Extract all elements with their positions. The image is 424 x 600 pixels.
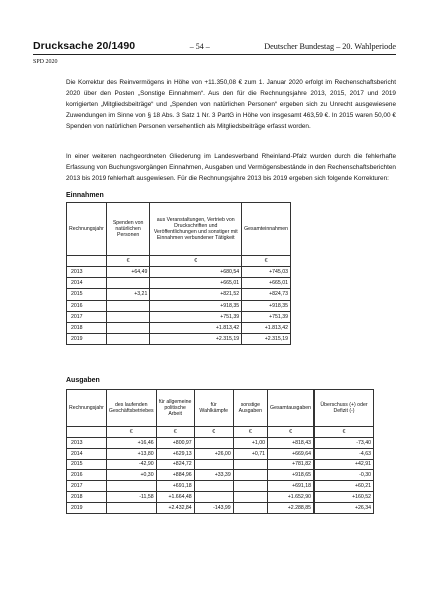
value-cell — [106, 481, 156, 492]
balance-row — [315, 438, 374, 449]
currency-cell: € — [268, 427, 314, 438]
value-cell: +33,39 — [194, 470, 233, 481]
year-cell: 2015 — [67, 459, 107, 470]
balance-row — [315, 448, 374, 459]
col-header-political-work: für allgemeine politische Arbeit — [156, 390, 194, 427]
value-cell: +160,52 — [315, 491, 374, 502]
value-cell: +1,00 — [233, 438, 267, 449]
balance-row — [315, 481, 374, 492]
balance-row — [315, 470, 374, 481]
col-header-donations: Spenden von natürlichen Personen — [106, 203, 149, 256]
col-header-other-expenses: sonstige Ausgaben — [233, 390, 267, 427]
year-cell: 2016 — [67, 300, 107, 311]
page-header — [33, 40, 396, 54]
value-cell: +680,54 — [150, 267, 242, 278]
expenses-row — [67, 491, 314, 502]
value-cell: +1.813,42 — [242, 322, 291, 333]
value-cell: +60,21 — [315, 481, 374, 492]
value-cell: +781,82 — [268, 459, 314, 470]
income-row — [67, 311, 291, 322]
value-cell: -0,30 — [315, 470, 374, 481]
value-cell: +691,18 — [156, 481, 194, 492]
value-cell — [194, 459, 233, 470]
document-number: Drucksache 20/1490 — [33, 40, 136, 52]
value-cell: +629,13 — [156, 448, 194, 459]
col-header-campaigns: für Wahlkämpfe — [194, 390, 233, 427]
value-cell: +751,39 — [150, 311, 242, 322]
currency-cell — [67, 427, 107, 438]
expenses-row — [67, 448, 314, 459]
value-cell: +665,01 — [242, 278, 291, 289]
balance-table — [314, 389, 374, 514]
expenses-row — [67, 438, 314, 449]
value-cell: +691,18 — [268, 481, 314, 492]
year-cell: 2014 — [67, 448, 107, 459]
value-cell: +0,30 — [106, 470, 156, 481]
value-cell — [233, 491, 267, 502]
value-cell — [106, 311, 149, 322]
year-cell: 2019 — [67, 502, 107, 513]
paragraph-rhineland: In einer weiteren nachgeordneten Gliederung im Landesverband Rheinland-Pfalz wurden durch die fehlerhafte Erfassung von Buchungsvorgängen Einnahmen, Ausgaben und Vermögensbestände in den Rechenschaftsberichten 2013 bis 2019 fehlerhaft ausgewiesen. Für die Rechnungsjahre 2013 bis 2019 ergeben sich folgende Korrekturen: — [66, 153, 396, 182]
income-row — [67, 267, 291, 278]
value-cell: -4,63 — [315, 448, 374, 459]
balance-row — [315, 459, 374, 470]
year-cell: 2016 — [67, 470, 107, 481]
col-header-year: Rechnungsjahr — [67, 390, 107, 427]
value-cell: +1.652,90 — [268, 491, 314, 502]
value-cell — [194, 481, 233, 492]
expenses-table — [66, 389, 314, 514]
value-cell: +800,97 — [156, 438, 194, 449]
value-cell: +918,35 — [242, 300, 291, 311]
col-header-total-expenses: Gesamtausgaben — [268, 390, 314, 427]
income-row — [67, 278, 291, 289]
currency-cell: € — [106, 427, 156, 438]
currency-cell: € — [106, 256, 149, 267]
currency-cell: € — [242, 256, 291, 267]
value-cell: +16,46 — [106, 438, 156, 449]
value-cell — [194, 438, 233, 449]
expenses-header-row — [67, 390, 314, 427]
col-header-operations: des laufenden Geschäftsbetriebes — [106, 390, 156, 427]
value-cell — [106, 300, 149, 311]
value-cell: +26,34 — [315, 502, 374, 513]
income-row — [67, 300, 291, 311]
currency-cell: € — [156, 427, 194, 438]
year-cell: 2013 — [67, 438, 107, 449]
value-cell: +2.432,84 — [156, 502, 194, 513]
balance-row — [315, 502, 374, 513]
value-cell: +824,73 — [242, 289, 291, 300]
page-number: – 54 – — [189, 42, 210, 51]
income-table — [66, 202, 291, 345]
currency-cell — [67, 256, 107, 267]
income-row — [67, 322, 291, 333]
value-cell: +918,65 — [268, 470, 314, 481]
value-cell: -11,58 — [106, 491, 156, 502]
value-cell: -73,40 — [315, 438, 374, 449]
value-cell: +0,71 — [233, 448, 267, 459]
parliament-period: Deutscher Bundestag – 20. Wahlperiode — [264, 42, 396, 51]
value-cell: +669,64 — [268, 448, 314, 459]
value-cell: +42,91 — [315, 459, 374, 470]
value-cell — [106, 278, 149, 289]
col-header-events: aus Veranstaltungen, Vertrieb von Druckschriften und Veröffentlichungen und sonstiger mit Einnahmen verbundener Tätigkeit — [150, 203, 242, 256]
value-cell: +2.315,19 — [150, 334, 242, 345]
year-cell: 2014 — [67, 278, 107, 289]
income-header-row — [67, 203, 291, 256]
value-cell: +665,01 — [150, 278, 242, 289]
value-cell — [233, 470, 267, 481]
currency-cell: € — [315, 427, 374, 438]
value-cell: +821,52 — [150, 289, 242, 300]
value-cell — [194, 491, 233, 502]
balance-header-row — [315, 390, 374, 427]
year-cell: 2018 — [67, 491, 107, 502]
section-label: SPD 2020 — [33, 59, 58, 65]
value-cell — [106, 322, 149, 333]
value-cell — [106, 334, 149, 345]
col-header-total-income: Gesamteinnahmen — [242, 203, 291, 256]
value-cell: -143,99 — [194, 502, 233, 513]
expenses-row — [67, 481, 314, 492]
expenses-row — [67, 470, 314, 481]
income-row — [67, 289, 291, 300]
year-cell: 2017 — [67, 311, 107, 322]
value-cell — [233, 459, 267, 470]
header-rule — [33, 54, 396, 55]
value-cell: +818,43 — [268, 438, 314, 449]
value-cell: +884,96 — [156, 470, 194, 481]
expenses-row — [67, 502, 314, 513]
value-cell: +3,21 — [106, 289, 149, 300]
balance-row — [315, 491, 374, 502]
year-cell: 2018 — [67, 322, 107, 333]
currency-cell: € — [194, 427, 233, 438]
value-cell — [233, 502, 267, 513]
currency-cell: € — [233, 427, 267, 438]
value-cell: +13,80 — [106, 448, 156, 459]
balance-currency-row — [315, 427, 374, 438]
value-cell — [233, 481, 267, 492]
currency-cell: € — [150, 256, 242, 267]
year-cell: 2013 — [67, 267, 107, 278]
expenses-title: Ausgaben — [66, 377, 100, 384]
value-cell: -42,90 — [106, 459, 156, 470]
value-cell: +2.288,85 — [268, 502, 314, 513]
value-cell: +64,49 — [106, 267, 149, 278]
income-title: Einnahmen — [66, 192, 104, 199]
value-cell: +824,72 — [156, 459, 194, 470]
expenses-row — [67, 459, 314, 470]
year-cell: 2019 — [67, 334, 107, 345]
value-cell: +2.315,19 — [242, 334, 291, 345]
income-row — [67, 334, 291, 345]
value-cell: +26,00 — [194, 448, 233, 459]
year-cell: 2015 — [67, 289, 107, 300]
value-cell: +1.813,42 — [150, 322, 242, 333]
value-cell: +1.664,48 — [156, 491, 194, 502]
value-cell: +751,39 — [242, 311, 291, 322]
expenses-currency-row — [67, 427, 314, 438]
col-header-balance: Überschuss (+) oder Defizit (-) — [315, 390, 374, 427]
col-header-year: Rechnungsjahr — [67, 203, 107, 256]
year-cell: 2017 — [67, 481, 107, 492]
value-cell: +918,35 — [150, 300, 242, 311]
value-cell — [106, 502, 156, 513]
value-cell: +745,03 — [242, 267, 291, 278]
income-currency-row — [67, 256, 291, 267]
paragraph-correction: Die Korrektur des Reinvermögens in Höhe von +11.350,08 € zum 1. Januar 2020 erfolgt im Rechenschaftsbericht 2020 über den Posten „Sonstige Einnahmen“. Aus den für die Rechnungsjahre 2013, 2015, 2017 und 2019 korrigierten „Mitgliedsbeiträge“ und „Spenden von natürlichen Personen“ ergeben sich zu Unrecht ausgewiesene Zuwendungen im Sinne von § 18 Abs. 3 Satz 1 Nr. 3 PartG in Höhe von insgesamt 463,59 €. In 2015 waren 50,00 € Spenden von natürlichen Personen versehentlich als Mitgliedsbeiträge erfasst worden. — [66, 79, 396, 130]
